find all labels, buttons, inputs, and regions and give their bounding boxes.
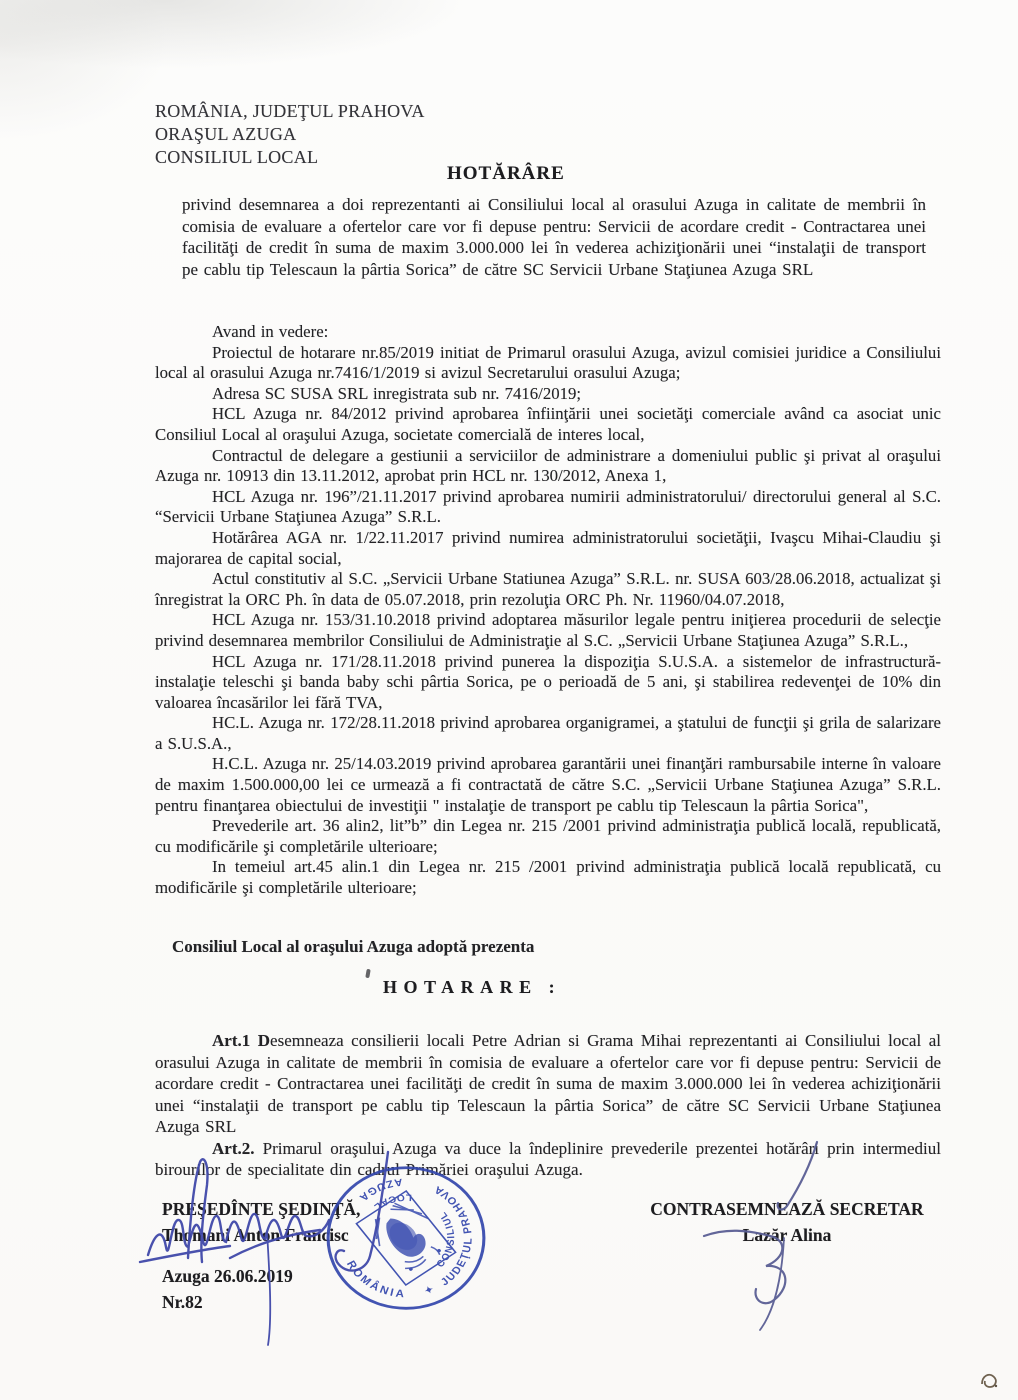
preamble-item: H.C.L. Azuga nr. 25/14.03.2019 privind aprobarea garantării unei finanţări rambursabile interne în valoare de maxim 1.500.000,00 lei ce urmează a fi contractată de către S.C. „Servicii Urbane Staţiunea Azuga” S.R.L. pentru finanţarea obiectului de investiţii " instalaţie de transport pe cablu tip Telescaun la pârtia Sorica", [155,754,941,815]
preamble-item: Actul constitutiv al S.C. „Servicii Urbane Statiunea Azuga” S.R.L. nr. SUSA 603/28.06.2018, actualizat şi înregistrat la ORC Ph. în data de 05.07.2018, prin rezoluţia ORC Ph. Nr. 11960/04.07.2018, [155,569,941,609]
preamble-item: HCL Azuga nr. 196”/21.11.2017 privind aprobarea numirii administratorului/ directorului general al S.C. “Servicii Urbane Staţiunea Azuga” S.R.L. [155,486,941,527]
corner-artifact-mark [974,1364,1004,1394]
preamble-item: Adresa SC SUSA SRL inregistrata sub nr. 7416/2019; [212,383,582,403]
secretary-role: CONTRASEMNEAZĂ SECRETAR [650,1199,924,1219]
preamble-item: Proiectul de hotarare nr.85/2019 initiat de Primarul orasului Azuga, avizul comisiei juridice a Consiliului local al orasului Azuga nr.7416/1/2019 si avizul Secretarului orasului Azuga; [155,342,941,383]
decision-heading: HOTARARE : [383,977,562,997]
preamble-item: Hotărârea AGA nr. 1/22.11.2017 privind numirea administratorului societăţii, Ivaşcu Mihai-Claudiu şi majorarea de capital social, [155,527,941,568]
stamp-text-azuga: AZUGA [355,1175,404,1205]
document-title: HOTĂRÂRE [447,163,565,184]
preamble-item: HCL Azuga nr. 153/31.10.2018 privind adoptarea măsurilor legale pentru iniţierea procedurii de selecţie privind desemnarea membrilor Consiliului de Administraţie al S.C. „Servicii Urbane Staţiunea Azuga” S.R.L., [155,610,941,650]
preamble-item: HCL Azuga nr. 171/28.11.2018 privind punerea la dispoziţia S.U.S.A. a sistemelor de infrastructură-instalaţie teleschi şi banda baby schi pârtia Sorica, pe o perioadă de 5 ani, şi stabilirea redevenţei de 10% din valoarea încasărilor lei fără TVA, [155,651,941,712]
article-1-lead: D [257,1031,271,1050]
issuer-header [155,100,425,169]
stamp-text-local: LOCAL [370,1191,413,1213]
document-subtitle: privind desemnarea a doi reprezentanti ai Consiliului local al orasului Azuga in calitate de membrii în comisia de evaluare a ofertelor care vor fi depuse pentru: Servicii de acordare credit - Contractarea unei facilităţi de credit în suma de maxim 3.000.000 lei în vederea achiziţionării unei “instalaţii de transport pe cablu tip Telescaun la pârtia Sorica” de către SC Servicii Urbane Staţiunea Azuga SRL [182,195,926,280]
secretary-signature-ink [690,1130,840,1340]
stamp-text-romania: ROMÂNIA [343,1259,408,1301]
stamp-text-judetul-prahova: JUDEŢUL PRAHOVA [431,1182,475,1289]
adoption-line: Consiliul Local al oraşului Azuga adoptă prezenta [172,937,535,956]
issuer-city-line: ORAŞUL AZUGA [155,124,297,144]
president-name: Thomani Anton Francisc [162,1225,349,1245]
preamble-item: Contractul de delegare a gestiunii a serviciilor de administrare a domeniului public şi privat al oraşului Azuga nr. 10913 din 13.11.2012, aprobat prin HCL nr. 130/2012, Anexa 1, [155,445,941,486]
article-2-label: Art.2. [212,1138,263,1158]
president-role: PREŞEDÎNTE ŞEDINŢĂ, [162,1199,361,1219]
preamble-item: In temeiul art.45 alin.1 din Legea nr. 215 /2001 privind administraţia publică locală republicată, cu modificările şi completările ulterioare; [155,857,941,898]
article-1-text: esemneaza consilierii locali Petre Adrian si Grama Mihai reprezentanti ai Consiliului local al orasului Azuga in calitate de membrii în comisia de evaluare a ofertelor care vor fi depuse pentru: Servicii de acordare credit - Contractarea unei facilităţi de credit în suma de maxim 3.000.000 lei în vederea achiziţionării unei “instalaţii de transport pe cablu tip Telescaun la pârtia Sorica” de către SC Servicii Urbane Staţiunea Azuga SRL [155,1031,941,1136]
ink-speck [365,969,371,979]
article-1-label: Art.1 [212,1031,258,1050]
secretary-name: Lazăr Alina [742,1225,832,1245]
place-date: Azuga 26.06.2019 [162,1266,293,1286]
preamble-section [155,322,941,899]
preamble-intro: Avand in vedere: [212,322,329,341]
issuer-country-line: ROMÂNIA, JUDEŢUL PRAHOVA [155,101,425,121]
article-2-text: Primarul oraşului Azuga va duce la îndeplinire prevederile prezentei hotărâri prin intermediul birourilor de specialitate din cadrul Primăriei oraşului Azuga. [155,1138,942,1179]
preamble-item: Prevederile art. 36 alin2, lit”b” din Legea nr. 215 /2001 privind administraţia publică locală, republicată, cu modificările şi completările ulterioare; [155,816,941,856]
preamble-item: HC.L. Azuga nr. 172/28.11.2018 privind aprobarea organigramei, a ştatului de funcţii şi grila de salarizare a S.U.S.A., [155,713,941,753]
article-1 [155,1030,941,1138]
issuer-council-line: CONSILIUL LOCAL [155,147,319,167]
stamp-star-icon: ✦ [423,1284,436,1298]
stamp-text-consiliul: CONSILIUL [434,1208,458,1270]
decision-number: Nr.82 [162,1292,203,1312]
president-signature-ink [130,1130,490,1360]
preamble-item: HCL Azuga nr. 84/2012 privind aprobarea înfiinţării unei societăţi comerciale având ca asociat unic Consiliul Local al oraşului Azuga, societate comercială de interes local, [155,404,941,444]
